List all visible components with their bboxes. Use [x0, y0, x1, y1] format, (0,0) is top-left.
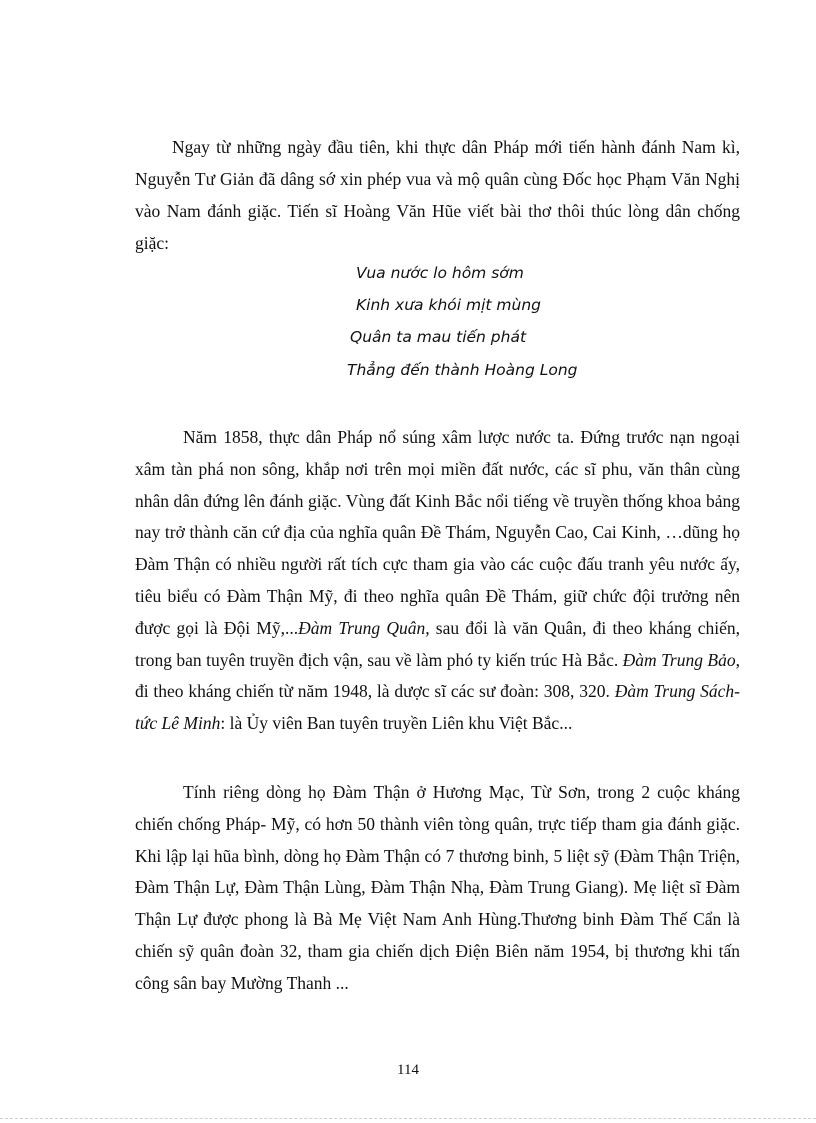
poem-line: Thẳng đến thành Hoàng Long	[347, 361, 578, 379]
paragraph-text: sau đổi là văn Quân, đi theo kháng chiến, trong ban tuyên truyền địch vận, sau về làm phó ty kiến trúc Hà Bắc.	[135, 617, 741, 670]
person-name: Đàm Trung Quân,	[298, 617, 430, 638]
poem-line: Kinh xưa khói mịt mùng	[356, 296, 541, 314]
person-name: Đàm Trung Sách- tức Lê Minh	[135, 681, 741, 734]
poem-line: Vua nước lo hôm sớm	[356, 264, 524, 282]
paragraph-family: Tính riêng dòng họ Đàm Thận ở Hương Mạc, Từ Sơn, trong 2 cuộc kháng chiến chống Pháp- Mỹ, có hơn 50 thành viên tòng quân, trực tiếp tham gia đánh giặc. Khi lập lại hũa bình, dòng họ Đàm Thận có 7 thương binh, 5 liệt sỹ (Đàm Thận Triện, Đàm Thận Lự, Đàm Thận Lùng, Đàm Thận Nhạ, Đàm Trung Giang). Mẹ liệt sĩ Đàm Thận Lự được phong là Bà Mẹ Việt Nam Anh Hùng.Thương binh Đàm Thế Cẩn là chiến sỹ quân đoàn 32, tham gia chiến dịch Điện Biên năm 1954, bị thương khi tấn công sân bay Mường Thanh ...	[135, 782, 740, 993]
paragraph-text: , đi theo kháng chiến từ năm 1948, là dược sĩ các sư đoàn: 308, 320.	[135, 649, 740, 702]
paragraph-history	[135, 422, 740, 740]
page-number: 114	[397, 1062, 419, 1078]
person-name: Đàm Trung Bảo	[622, 649, 736, 670]
page-bottom-border	[0, 1118, 816, 1119]
poem-line: Quân ta mau tiến phát	[350, 328, 527, 346]
paragraph-text: Năm 1858, thực dân Pháp nổ súng xâm lược nước ta. Đứng trước nạn ngoại xâm tàn phá non sông, khắp nơi trên mọi miền đất nước, các sĩ phu, văn thân cùng nhân dân đứng lên đánh giặc. Vùng đất Kinh Bắc nổi tiếng về truyền thống khoa bảng nay trở thành căn cứ địa của nghĩa quân Đề Thám, Nguyễn Cao, Cai Kinh, …dũng họ Đàm Thận có nhiều người rất tích cực tham gia vào các cuộc đấu tranh yêu nước ấy, tiêu biểu có Đàm Thận Mỹ, đi theo nghĩa quân Đề Thám, giữ chức đội trưởng nên được gọi là Đội Mỹ,...	[135, 427, 740, 638]
paragraph-text: : là Ủy viên Ban tuyên truyền Liên khu Việt Bắc...	[220, 713, 573, 734]
paragraph-intro: Ngay từ những ngày đầu tiên, khi thực dân Pháp mới tiến hành đánh Nam kì, Nguyễn Tư Giản đã dâng sớ xin phép vua và mộ quân cùng Đốc học Phạm Văn Nghị vào Nam đánh giặc. Tiến sĩ Hoàng Văn Hũe viết bài thơ thôi thúc lòng dân chống giặc:	[135, 137, 740, 253]
